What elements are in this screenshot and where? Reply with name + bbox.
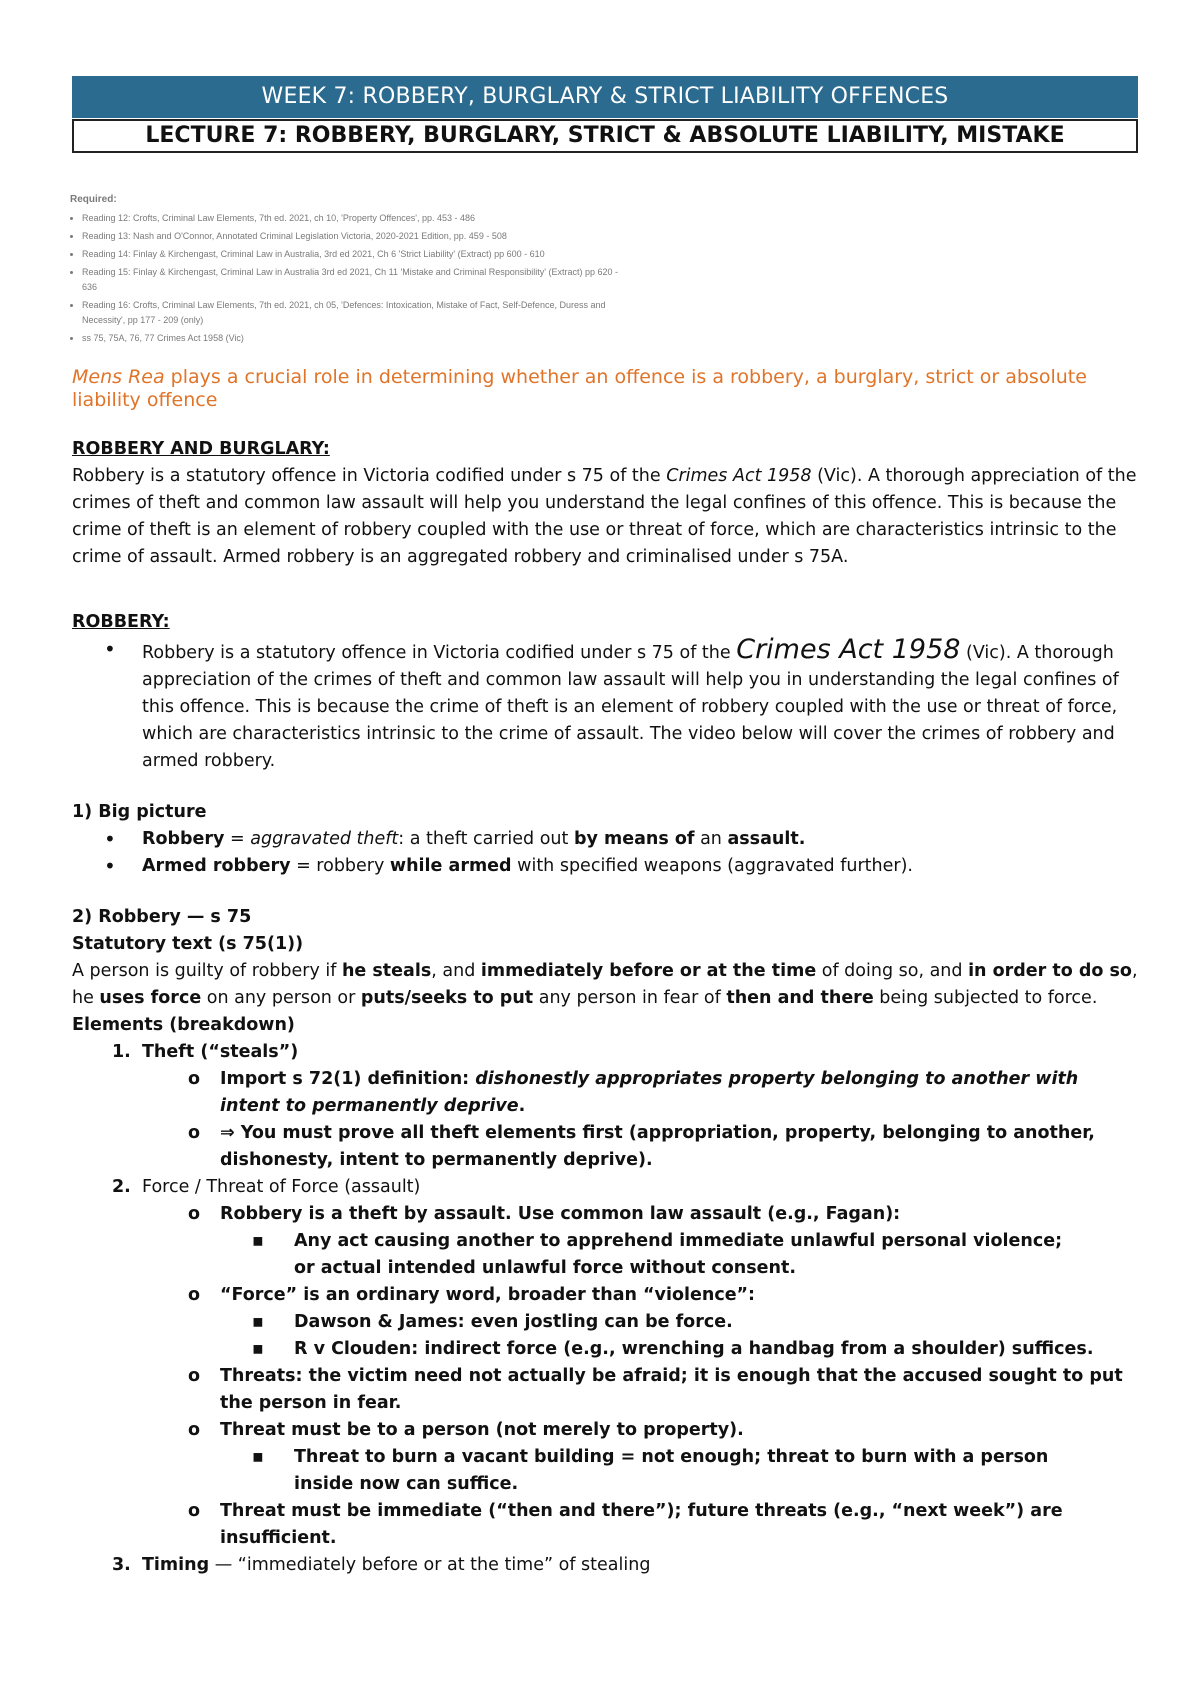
big-picture-robbery bbox=[104, 826, 1138, 853]
bullet-icon: • bbox=[104, 637, 116, 661]
circle-bullet-icon: o bbox=[188, 1285, 201, 1305]
robbery-bullet bbox=[104, 636, 1138, 775]
sub-item bbox=[188, 1201, 1138, 1228]
element-theft bbox=[112, 1039, 1138, 1066]
sub-item bbox=[188, 1282, 1138, 1309]
sub-sub-item-text: R v Clouden: indirect force (e.g., wrenching a handbag from a shoulder) suffices. bbox=[294, 1339, 1094, 1359]
sub-item bbox=[188, 1120, 1138, 1174]
list-number: 2. bbox=[112, 1177, 131, 1197]
big-picture-armed bbox=[104, 853, 1138, 880]
elements-heading: Elements (breakdown) bbox=[72, 1015, 295, 1035]
sub-item-text: Threats: the victim need not actually be afraid; it is enough that the accused sought to put the person in fear. bbox=[220, 1366, 1123, 1413]
emphasis: by means of bbox=[573, 829, 695, 849]
term: Armed robbery bbox=[142, 856, 291, 876]
required-item: • Reading 12: Crofts, Criminal Law Elements, 7th ed. 2021, ch 10, 'Property Offences', pp. 453 - 486 bbox=[82, 211, 630, 226]
circle-bullet-icon: o bbox=[188, 1420, 201, 1440]
required-readings bbox=[70, 192, 630, 349]
text: , and bbox=[431, 961, 481, 981]
circle-bullet-icon: o bbox=[188, 1204, 201, 1224]
emphasis: then and there bbox=[726, 988, 874, 1008]
element-title bbox=[142, 1552, 1138, 1579]
text: — “immediately before or at the time” of stealing bbox=[209, 1555, 651, 1575]
element-timing bbox=[112, 1552, 1138, 1579]
sub-item-text: Threat must be immediate (“then and there”); future threats (e.g., “next week”) are insufficient. bbox=[220, 1501, 1063, 1548]
text: Threat to burn a vacant building = not enough; threat to burn with a person bbox=[294, 1447, 1049, 1467]
big-picture-robbery-text bbox=[142, 826, 1138, 853]
text: , he bbox=[72, 961, 1138, 1008]
text: of doing so, and bbox=[816, 961, 969, 981]
statutory-text-heading: Statutory text (s 75(1)) bbox=[72, 934, 304, 954]
sub-sub-item-text bbox=[294, 1444, 1138, 1498]
required-item: • Reading 15: Finlay & Kirchengast, Criminal Law in Australia 3rd ed 2021, Ch 11 'Mistake and Criminal Responsibility' (Extract) pp 620 - 636 bbox=[82, 265, 630, 295]
robbery-text-2: (Vic). A thorough appreciation of the crimes of theft and common law assault will help you in understanding the legal confines of this offence. This is because the crime of theft is an element of robbery coupled with the use or threat of force, which are characteristics intrinsic to the crime of assault. The video below will cover the crimes of robbery and armed robbery. bbox=[142, 643, 1119, 771]
text: being subjected to force. bbox=[873, 988, 1098, 1008]
robbery-act-name: Crimes Act 1958 bbox=[736, 634, 961, 665]
week-banner: WEEK 7: ROBBERY, BURGLARY & STRICT LIABILITY OFFENCES bbox=[72, 76, 1138, 118]
emphasis: he steals bbox=[341, 961, 432, 981]
emphasis: Timing bbox=[142, 1555, 210, 1575]
element-force bbox=[112, 1174, 1138, 1201]
sub-item-text: Threat must be to a person (not merely to property). bbox=[220, 1420, 744, 1440]
sub-sub-item bbox=[252, 1309, 1138, 1336]
robbery-text-1: Robbery is a statutory offence in Victoria codified under s 75 of the bbox=[142, 643, 737, 663]
big-picture-armed-text bbox=[142, 853, 1138, 880]
document-body bbox=[72, 366, 1138, 1579]
text: with specified weapons (aggravated further). bbox=[511, 856, 913, 876]
robbery-heading: ROBBERY: bbox=[72, 612, 170, 632]
required-list bbox=[70, 211, 630, 346]
required-item: • Reading 16: Crofts, Criminal Law Elements, 7th ed. 2021, ch 05, 'Defences: Intoxication, Mistake of Fact, Self-Defence, Duress and Necessity', pp 177 - 209 (only) bbox=[82, 298, 630, 328]
text: A person is guilty of robbery if bbox=[72, 961, 342, 981]
mens-rea-note bbox=[72, 366, 1138, 412]
text: = bbox=[224, 829, 251, 849]
s75-heading: 2) Robbery — s 75 bbox=[72, 907, 252, 927]
rb-text-1: Robbery is a statutory offence in Victoria codified under s 75 of the bbox=[72, 466, 667, 486]
robbery-burglary-paragraph bbox=[72, 463, 1138, 571]
spacer bbox=[72, 595, 1138, 609]
sub-item bbox=[188, 1363, 1138, 1417]
spacer bbox=[72, 775, 1138, 799]
text: on any person or bbox=[201, 988, 361, 1008]
square-bullet-icon: ▪ bbox=[252, 1447, 264, 1467]
robbery-burglary-heading: ROBBERY AND BURGLARY: bbox=[72, 439, 330, 459]
sub-sub-item bbox=[252, 1336, 1138, 1363]
required-item: • Reading 13: Nash and O'Connor, Annotated Criminal Legislation Victoria, 2020-2021 Edition, pp. 459 - 508 bbox=[82, 229, 630, 244]
spacer bbox=[72, 880, 1138, 904]
term: Robbery bbox=[142, 829, 225, 849]
text: Import s 72(1) definition: bbox=[220, 1069, 476, 1089]
emphasis: puts/seeks to put bbox=[360, 988, 534, 1008]
sub-item bbox=[188, 1498, 1138, 1552]
text: = robbery bbox=[290, 856, 390, 876]
statutory-text bbox=[72, 958, 1138, 1012]
emphasis: assault. bbox=[727, 829, 806, 849]
text: . bbox=[518, 1096, 526, 1116]
required-title: Required: bbox=[70, 194, 117, 205]
square-bullet-icon: ▪ bbox=[252, 1231, 264, 1251]
circle-bullet-icon: o bbox=[188, 1366, 201, 1386]
text: Any act causing another to apprehend immediate unlawful personal violence; bbox=[294, 1231, 1063, 1251]
required-item: • Reading 14: Finlay & Kirchengast, Criminal Law in Australia, 3rd ed 2021, Ch 6 'Strict Liability' (Extract) pp 600 - 610 bbox=[82, 247, 630, 262]
emphasis: immediately before or at the time bbox=[480, 961, 817, 981]
sub-item bbox=[188, 1066, 1138, 1120]
element-title: Force / Threat of Force (assault) bbox=[142, 1177, 421, 1197]
rb-text-2: (Vic). A thorough appreciation of the crimes of theft and common law assault will help you understand the legal confines of this offence. This is because the crime of theft is an element of robbery coupled with the use or threat of force, which are characteristics intrinsic to the crime of assault. Armed robbery is an aggregated robbery and criminalised under s 75A. bbox=[72, 466, 1137, 567]
required-item: • ss 75, 75A, 76, 77 Crimes Act 1958 (Vic) bbox=[82, 331, 630, 346]
definition: dishonestly appropriates property belonging to another with intent to permanently deprive bbox=[220, 1069, 1079, 1116]
sub-sub-item-text: Dawson & James: even jostling can be force. bbox=[294, 1312, 733, 1332]
list-number: 3. bbox=[112, 1555, 131, 1575]
mens-rea-text: plays a crucial role in determining whether an offence is a robbery, a burglary, strict or absolute liability offence bbox=[72, 366, 1087, 411]
emphasis: in order to do so bbox=[968, 961, 1132, 981]
emphasis: while armed bbox=[389, 856, 512, 876]
big-picture-heading: 1) Big picture bbox=[72, 802, 207, 822]
sub-item-text: “Force” is an ordinary word, broader than “violence”: bbox=[220, 1285, 756, 1305]
circle-bullet-icon: o bbox=[188, 1123, 201, 1143]
emphasis: uses force bbox=[99, 988, 202, 1008]
lecture-title: LECTURE 7: ROBBERY, BURGLARY, STRICT & ABSOLUTE LIABILITY, MISTAKE bbox=[72, 119, 1138, 153]
square-bullet-icon: ▪ bbox=[252, 1312, 264, 1332]
sub-sub-item bbox=[252, 1444, 1138, 1498]
bullet-icon: • bbox=[104, 827, 116, 851]
text: any person in fear of bbox=[533, 988, 727, 1008]
rb-act-name: Crimes Act 1958 bbox=[666, 466, 812, 486]
text: : a theft carried out bbox=[398, 829, 574, 849]
square-bullet-icon: ▪ bbox=[252, 1339, 264, 1359]
sub-sub-item bbox=[252, 1228, 1138, 1282]
text: or actual intended unlawful force without consent. bbox=[294, 1258, 797, 1278]
sub-item-text: ⇒ You must prove all theft elements first (appropriation, property, belonging to another, dishonesty, intent to permanently deprive). bbox=[220, 1123, 1095, 1170]
bullet-icon: • bbox=[104, 854, 116, 878]
text: inside now can suffice. bbox=[294, 1474, 519, 1494]
circle-bullet-icon: o bbox=[188, 1069, 201, 1089]
list-number: 1. bbox=[112, 1042, 131, 1062]
sub-item bbox=[188, 1417, 1138, 1444]
mens-rea-term: Mens Rea bbox=[72, 366, 165, 388]
definition: aggravated theft bbox=[250, 829, 399, 849]
sub-item-text: Robbery is a theft by assault. Use common law assault (e.g., Fagan): bbox=[220, 1204, 901, 1224]
element-title: Theft (“steals”) bbox=[142, 1042, 299, 1062]
circle-bullet-icon: o bbox=[188, 1501, 201, 1521]
sub-sub-item-text bbox=[294, 1228, 1138, 1282]
text: an bbox=[694, 829, 728, 849]
robbery-bullet-text bbox=[142, 636, 1138, 775]
sub-item-text bbox=[220, 1066, 1138, 1120]
spacer bbox=[72, 571, 1138, 595]
